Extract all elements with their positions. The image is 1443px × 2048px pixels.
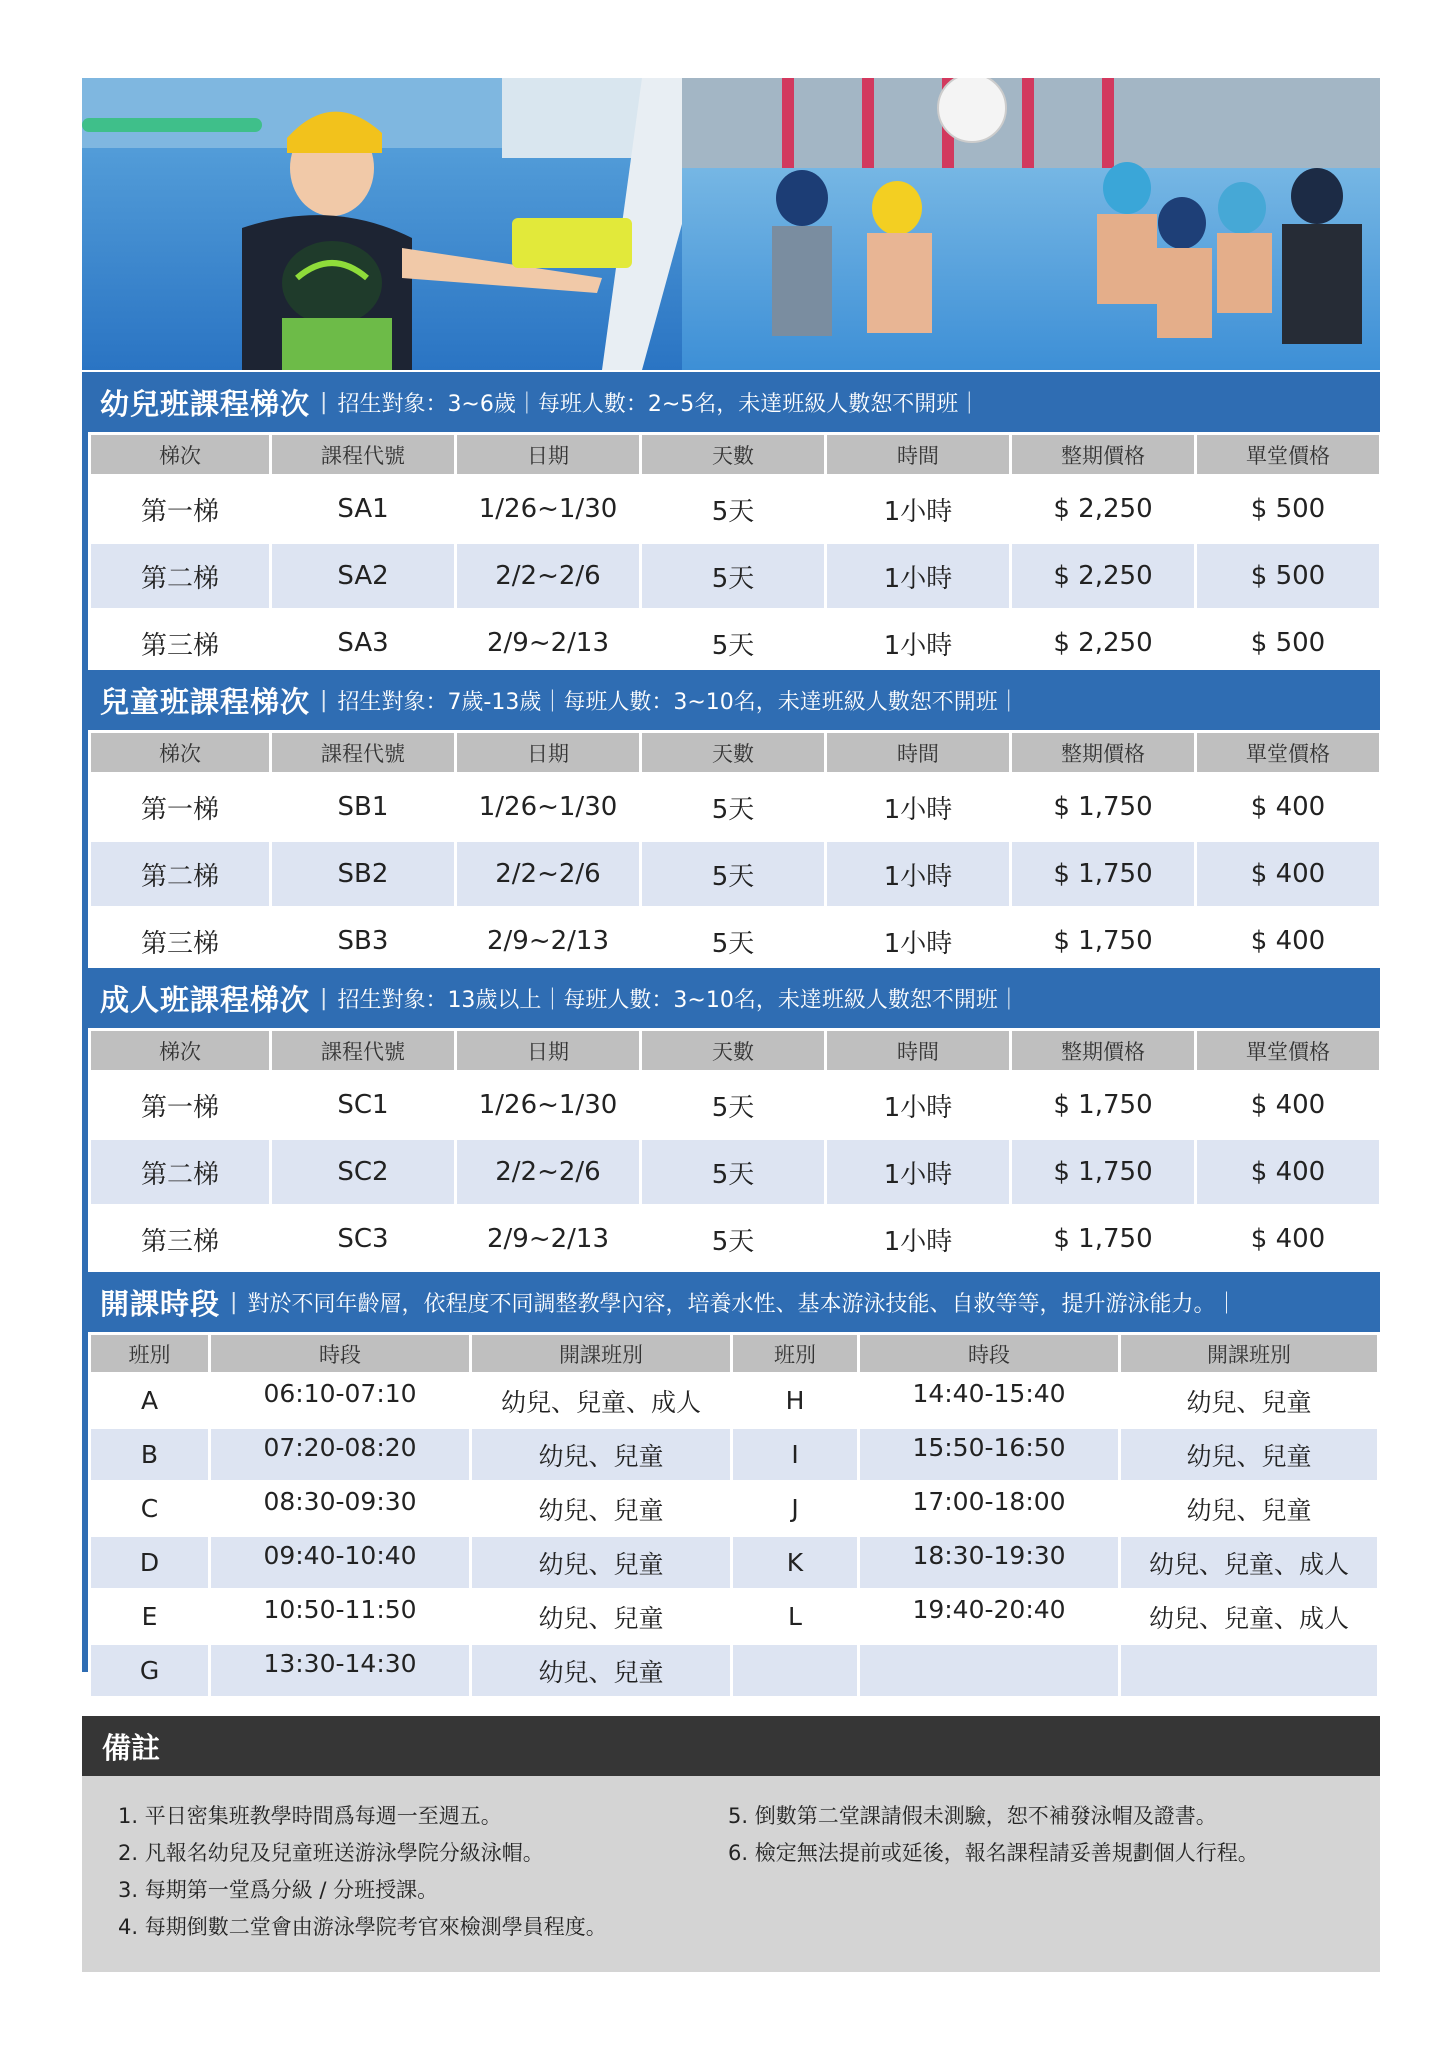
table-cell: 1小時 [827, 608, 1009, 675]
timeslot-title: 開課時段 [100, 1286, 221, 1321]
remark-item: 1. 平日密集班教學時間爲每週一至週五。 [118, 1804, 502, 1828]
swimming-class-photo [82, 78, 1380, 370]
child-section-title: 兒童班課程梯次 [100, 684, 311, 719]
table-header-row [91, 730, 1379, 772]
timeslot-subtitle: 對於不同年齡層，依程度不同調整教學內容，培養水性、基本游泳技能、自救等等，提升游泳能力。｜ [247, 1291, 1238, 1317]
timeslot-row [91, 1426, 1377, 1480]
table-cell: 5天 [642, 1070, 824, 1137]
column-header: 日期 [457, 730, 639, 772]
table-cell: L [733, 1588, 857, 1642]
child-title-separator: | [320, 687, 328, 713]
table-cell: 幼兒、兒童 [472, 1642, 730, 1696]
column-header: 天數 [642, 730, 824, 772]
adult-section-title: 成人班課程梯次 [100, 982, 311, 1017]
column-header: 時間 [827, 432, 1009, 474]
table-cell: SC3 [272, 1204, 454, 1271]
table-cell: G [91, 1642, 208, 1696]
table-cell: 19:40-20:40 [860, 1588, 1118, 1642]
table-cell: 幼兒、兒童 [472, 1588, 730, 1642]
table-cell: $ 400 [1197, 906, 1379, 973]
table-cell: $ 1,750 [1012, 772, 1194, 839]
column-header: 整期價格 [1012, 432, 1194, 474]
table-cell [860, 1642, 1118, 1696]
column-header: 天數 [642, 432, 824, 474]
table-cell: 幼兒、兒童 [1121, 1480, 1377, 1534]
table-cell: $ 400 [1197, 772, 1379, 839]
table-cell: SA1 [272, 474, 454, 541]
timeslot-row [91, 1642, 1377, 1696]
table-cell: 5天 [642, 839, 824, 906]
table-cell: 5天 [642, 474, 824, 541]
table-cell: 1小時 [827, 541, 1009, 608]
table-cell: SC2 [272, 1137, 454, 1204]
timeslot-table [88, 1332, 1380, 1696]
table-cell: 第一梯 [91, 1070, 269, 1137]
table-header-row [91, 1028, 1379, 1070]
table-cell: 第二梯 [91, 541, 269, 608]
table-cell: A [91, 1372, 208, 1426]
child-course-table [88, 730, 1382, 973]
table-cell: 2/9~2/13 [457, 906, 639, 973]
table-cell: 幼兒、兒童 [472, 1480, 730, 1534]
timeslot-row [91, 1534, 1377, 1588]
column-header: 天數 [642, 1028, 824, 1070]
table-cell: SB3 [272, 906, 454, 973]
table-cell: SA2 [272, 541, 454, 608]
table-cell: 第三梯 [91, 906, 269, 973]
column-header: 課程代號 [272, 730, 454, 772]
column-header: 日期 [457, 1028, 639, 1070]
remarks-title: 備註 [82, 1716, 1380, 1776]
table-cell: 5天 [642, 541, 824, 608]
table-cell: 2/2~2/6 [457, 839, 639, 906]
column-header: 日期 [457, 432, 639, 474]
table-cell: SC1 [272, 1070, 454, 1137]
table-cell: $ 400 [1197, 1137, 1379, 1204]
table-cell: 2/9~2/13 [457, 608, 639, 675]
table-cell: E [91, 1588, 208, 1642]
table-row [91, 906, 1379, 973]
table-cell: B [91, 1426, 208, 1480]
table-cell: K [733, 1534, 857, 1588]
table-cell: 1小時 [827, 906, 1009, 973]
table-cell: 幼兒、兒童 [1121, 1372, 1377, 1426]
remark-item: 3. 每期第一堂爲分級 / 分班授課。 [118, 1878, 439, 1902]
table-cell: $ 1,750 [1012, 839, 1194, 906]
table-cell: $ 400 [1197, 1204, 1379, 1271]
table-cell: 1小時 [827, 1070, 1009, 1137]
table-cell: 第二梯 [91, 1137, 269, 1204]
table-header-row [91, 432, 1379, 474]
remark-item: 6. 檢定無法提前或延後，報名課程請妥善規劃個人行程。 [728, 1841, 1259, 1865]
table-cell: $ 2,250 [1012, 608, 1194, 675]
timeslot-row [91, 1372, 1377, 1426]
column-header: 時段 [211, 1332, 469, 1372]
timeslot-separator: | [230, 1289, 238, 1315]
table-cell: 09:40-10:40 [211, 1534, 469, 1588]
table-cell: 2/2~2/6 [457, 1137, 639, 1204]
table-cell: J [733, 1480, 857, 1534]
table-cell: 幼兒、兒童、成人 [1121, 1534, 1377, 1588]
table-cell: I [733, 1426, 857, 1480]
table-row [91, 1137, 1379, 1204]
table-cell: $ 500 [1197, 608, 1379, 675]
table-cell: $ 1,750 [1012, 1204, 1194, 1271]
table-cell: $ 1,750 [1012, 1070, 1194, 1137]
table-row [91, 1070, 1379, 1137]
table-cell: 08:30-09:30 [211, 1480, 469, 1534]
column-header: 梯次 [91, 730, 269, 772]
table-cell: 第二梯 [91, 839, 269, 906]
timeslot-header-row [91, 1332, 1377, 1372]
table-cell: $ 400 [1197, 839, 1379, 906]
table-cell: 第一梯 [91, 772, 269, 839]
remarks-panel [82, 1776, 1380, 1972]
table-cell: 1小時 [827, 1137, 1009, 1204]
column-header: 整期價格 [1012, 730, 1194, 772]
column-header: 開課班別 [472, 1332, 730, 1372]
table-cell: SA3 [272, 608, 454, 675]
remark-item: 5. 倒數第二堂課請假未測驗，恕不補發泳帽及證書。 [728, 1804, 1217, 1828]
table-cell: $ 500 [1197, 541, 1379, 608]
table-cell: 15:50-16:50 [860, 1426, 1118, 1480]
table-cell: 5天 [642, 1137, 824, 1204]
child-section-subtitle: 招生對象：7歲-13歲｜每班人數：3~10名，未達班級人數恕不開班｜ [337, 689, 1020, 715]
table-cell: 幼兒、兒童、成人 [472, 1372, 730, 1426]
table-cell: 2/2~2/6 [457, 541, 639, 608]
table-cell: 10:50-11:50 [211, 1588, 469, 1642]
table-cell: 第三梯 [91, 1204, 269, 1271]
table-row [91, 608, 1379, 675]
adult-section-bar [82, 968, 1380, 1028]
remarks-left-column [118, 1798, 607, 1946]
column-header: 時段 [860, 1332, 1118, 1372]
table-cell: $ 400 [1197, 1070, 1379, 1137]
table-cell [733, 1642, 857, 1696]
column-header: 整期價格 [1012, 1028, 1194, 1070]
table-cell: SB1 [272, 772, 454, 839]
table-cell: $ 1,750 [1012, 1137, 1194, 1204]
table-cell: 幼兒、兒童 [1121, 1426, 1377, 1480]
table-cell: 18:30-19:30 [860, 1534, 1118, 1588]
table-cell: 1/26~1/30 [457, 474, 639, 541]
table-cell: 1/26~1/30 [457, 1070, 639, 1137]
column-header: 課程代號 [272, 1028, 454, 1070]
column-header: 時間 [827, 730, 1009, 772]
column-header: 單堂價格 [1197, 432, 1379, 474]
infant-section-bar [82, 372, 1380, 432]
adult-course-table [88, 1028, 1382, 1271]
table-cell: 07:20-08:20 [211, 1426, 469, 1480]
column-header: 課程代號 [272, 432, 454, 474]
timeslot-row [91, 1588, 1377, 1642]
adult-title-separator: | [320, 985, 328, 1011]
table-cell [1121, 1642, 1377, 1696]
table-cell: 5天 [642, 1204, 824, 1271]
table-cell: 1小時 [827, 839, 1009, 906]
table-cell: 1小時 [827, 772, 1009, 839]
table-cell: 幼兒、兒童 [472, 1534, 730, 1588]
column-header: 單堂價格 [1197, 1028, 1379, 1070]
column-header: 時間 [827, 1028, 1009, 1070]
infant-section-subtitle: 招生對象：3~6歲｜每班人數：2~5名，未達班級人數恕不開班｜ [337, 391, 981, 417]
column-header: 班別 [733, 1332, 857, 1372]
child-section-bar [82, 670, 1380, 730]
table-cell: 第一梯 [91, 474, 269, 541]
table-cell: 幼兒、兒童、成人 [1121, 1588, 1377, 1642]
infant-section-title: 幼兒班課程梯次 [100, 386, 311, 421]
table-cell: 5天 [642, 608, 824, 675]
infant-course-table [88, 432, 1382, 675]
table-cell: 1小時 [827, 474, 1009, 541]
column-header: 梯次 [91, 432, 269, 474]
remark-item: 2. 凡報名幼兒及兒童班送游泳學院分級泳帽。 [118, 1841, 544, 1865]
timeslot-row [91, 1480, 1377, 1534]
table-cell: 5天 [642, 772, 824, 839]
table-cell: $ 2,250 [1012, 541, 1194, 608]
table-cell: 5天 [642, 906, 824, 973]
table-cell: C [91, 1480, 208, 1534]
table-cell: 1小時 [827, 1204, 1009, 1271]
adult-section-subtitle: 招生對象：13歲以上｜每班人數：3~10名，未達班級人數恕不開班｜ [337, 987, 1020, 1013]
table-row [91, 772, 1379, 839]
table-cell: 2/9~2/13 [457, 1204, 639, 1271]
remark-item: 4. 每期倒數二堂會由游泳學院考官來檢測學員程度。 [118, 1915, 607, 1939]
table-cell: $ 1,750 [1012, 906, 1194, 973]
column-header: 梯次 [91, 1028, 269, 1070]
table-cell: 13:30-14:30 [211, 1642, 469, 1696]
table-row [91, 839, 1379, 906]
table-row [91, 474, 1379, 541]
column-header: 開課班別 [1121, 1332, 1377, 1372]
table-cell: D [91, 1534, 208, 1588]
table-cell: 17:00-18:00 [860, 1480, 1118, 1534]
table-cell: $ 500 [1197, 474, 1379, 541]
remarks-right-column [728, 1798, 1259, 1872]
table-cell: 第三梯 [91, 608, 269, 675]
table-cell: SB2 [272, 839, 454, 906]
table-cell: $ 2,250 [1012, 474, 1194, 541]
table-cell: 14:40-15:40 [860, 1372, 1118, 1426]
table-cell: 1/26~1/30 [457, 772, 639, 839]
column-header: 單堂價格 [1197, 730, 1379, 772]
timeslot-bar [82, 1272, 1380, 1332]
table-cell: H [733, 1372, 857, 1426]
infant-title-separator: | [320, 389, 328, 415]
column-header: 班別 [91, 1332, 208, 1372]
table-cell: 幼兒、兒童 [472, 1426, 730, 1480]
table-cell: 06:10-07:10 [211, 1372, 469, 1426]
table-row [91, 1204, 1379, 1271]
table-row [91, 541, 1379, 608]
